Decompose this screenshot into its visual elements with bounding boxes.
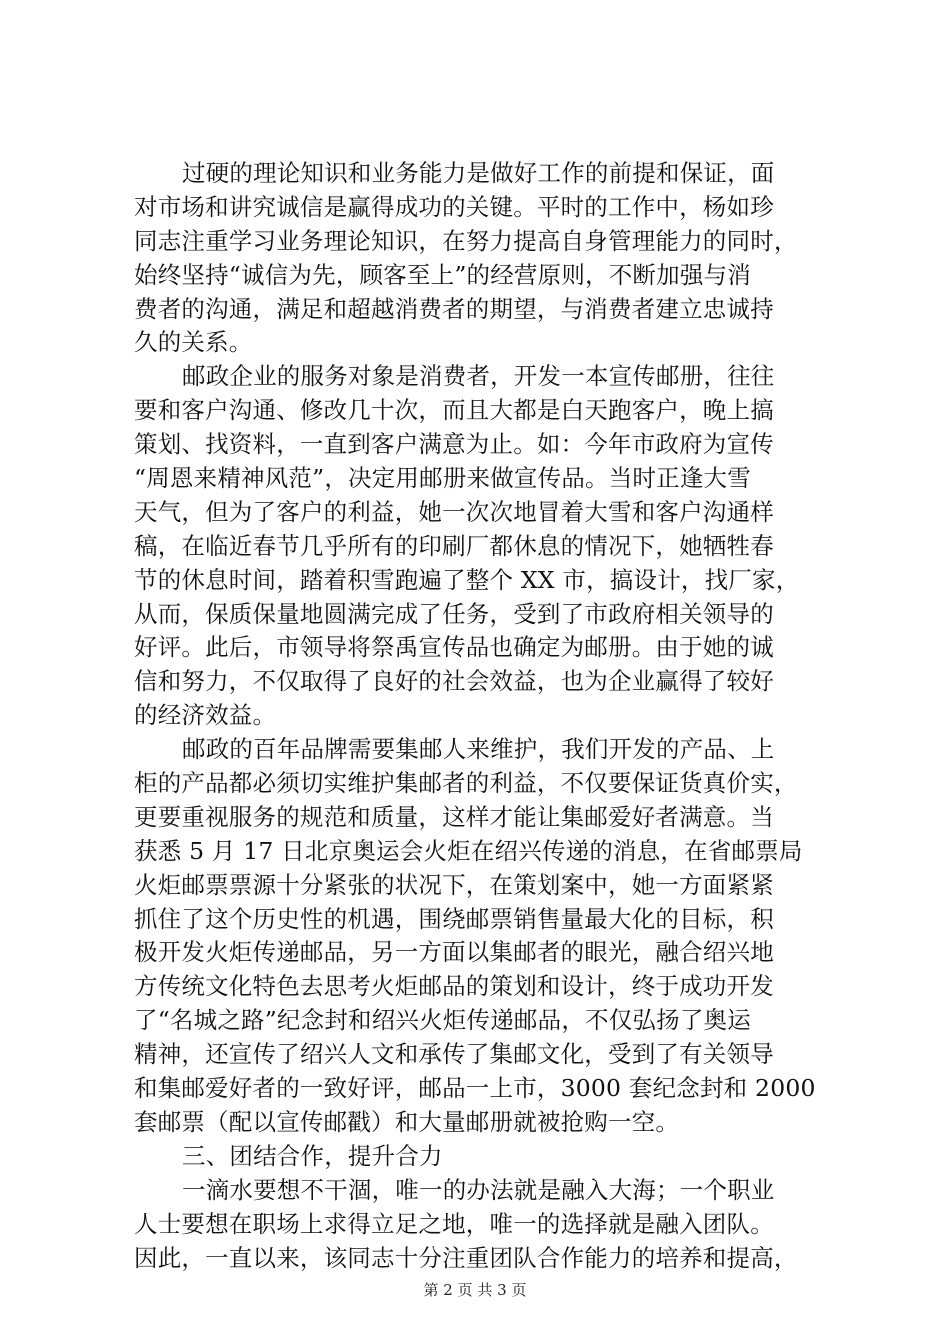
text-line: 信和努力，不仅取得了良好的社会效益，也为企业赢得了较好 bbox=[134, 667, 774, 696]
text-line: 更要重视服务的规范和质量，这样才能让集邮爱好者满意。当 bbox=[134, 802, 774, 831]
text-line: 火炬邮票票源十分紧张的状况下，在策划案中，她一方面紧紧 bbox=[134, 870, 774, 899]
text-line: 抓住了这个历史性的机遇，围绕邮票销售量最大化的目标，积 bbox=[134, 904, 774, 933]
text-line: 人士要想在职场上求得立足之地，唯一的选择就是融入团队。 bbox=[134, 1209, 774, 1238]
text-line: 和集邮爱好者的一致好评，邮品一上市，3000 套纪念封和 2000 bbox=[134, 1074, 816, 1103]
text-line: 费者的沟通，满足和超越消费者的期望，与消费者建立忠诚持 bbox=[134, 294, 774, 323]
text-line: 因此，一直以来，该同志十分注重团队合作能力的培养和提高， bbox=[134, 1243, 798, 1272]
text-line: 套邮票（配以宣传邮戳）和大量邮册就被抢购一空。 bbox=[134, 1107, 680, 1136]
text-line: 从而，保质保量地圆满完成了任务，受到了市政府相关领导的 bbox=[134, 599, 774, 628]
text-line: 的经济效益。 bbox=[134, 701, 277, 730]
text-line: “周恩来精神风范”，决定用邮册来做宣传品。当时正逢大雪 bbox=[134, 464, 751, 493]
text-line: 始终坚持“诚信为先，顾客至上”的经营原则，不断加强与消 bbox=[134, 260, 751, 289]
page-footer: 第 2 页 共 3 页 bbox=[423, 1281, 527, 1299]
text-line: 好评。此后，市领导将祭禹宣传品也确定为邮册。由于她的诚 bbox=[134, 633, 774, 662]
text-line: 一滴水要想不干涸，唯一的办法就是融入大海；一个职业 bbox=[182, 1175, 775, 1204]
text-line: 方传统文化特色去思考火炬邮品的策划和设计，终于成功开发 bbox=[134, 972, 774, 1001]
text-line: 久的关系。 bbox=[134, 328, 253, 357]
text-line: 节的休息时间，踏着积雪跑遍了整个 XX 市，搞设计，找厂家， bbox=[134, 565, 800, 594]
text-line: 稿，在临近春节几乎所有的印刷厂都休息的情况下，她牺牲春 bbox=[134, 531, 774, 560]
text-line: 柜的产品都必须切实维护集邮者的利益，不仅要保证货真价实， bbox=[134, 769, 798, 798]
text-line: 邮政的百年品牌需要集邮人来维护，我们开发的产品、上 bbox=[182, 735, 775, 764]
text-line: 对市场和讲究诚信是赢得成功的关键。平时的工作中，杨如珍 bbox=[134, 192, 774, 221]
text-line: 过硬的理论知识和业务能力是做好工作的前提和保证，面 bbox=[182, 159, 775, 187]
text-line: 策划、找资料，一直到客户满意为止。如：今年市政府为宣传 bbox=[134, 430, 774, 459]
document-body bbox=[134, 157, 834, 1275]
text-line: 精神，还宣传了绍兴人文和承传了集邮文化，受到了有关领导 bbox=[134, 1040, 774, 1069]
text-line: 同志注重学习业务理论知识，在努力提高自身管理能力的同时， bbox=[134, 226, 798, 255]
text-line: 极开发火炬传递邮品，另一方面以集邮者的眼光，融合绍兴地 bbox=[134, 938, 774, 967]
text-line: 天气，但为了客户的利益，她一次次地冒着大雪和客户沟通样 bbox=[134, 497, 774, 526]
text-line: 要和客户沟通、修改几十次，而且大都是白天跑客户，晚上搞 bbox=[134, 396, 774, 425]
text-line: 获悉 5 月 17 日北京奥运会火炬在绍兴传递的消息，在省邮票局 bbox=[134, 836, 803, 865]
text-line: 三、团结合作，提升合力 bbox=[182, 1141, 443, 1170]
text-line: 了“名城之路”纪念封和绍兴火炬传递邮品，不仅弘扬了奥运 bbox=[134, 1006, 751, 1035]
text-line: 邮政企业的服务对象是消费者，开发一本宣传邮册，往往 bbox=[182, 362, 775, 391]
